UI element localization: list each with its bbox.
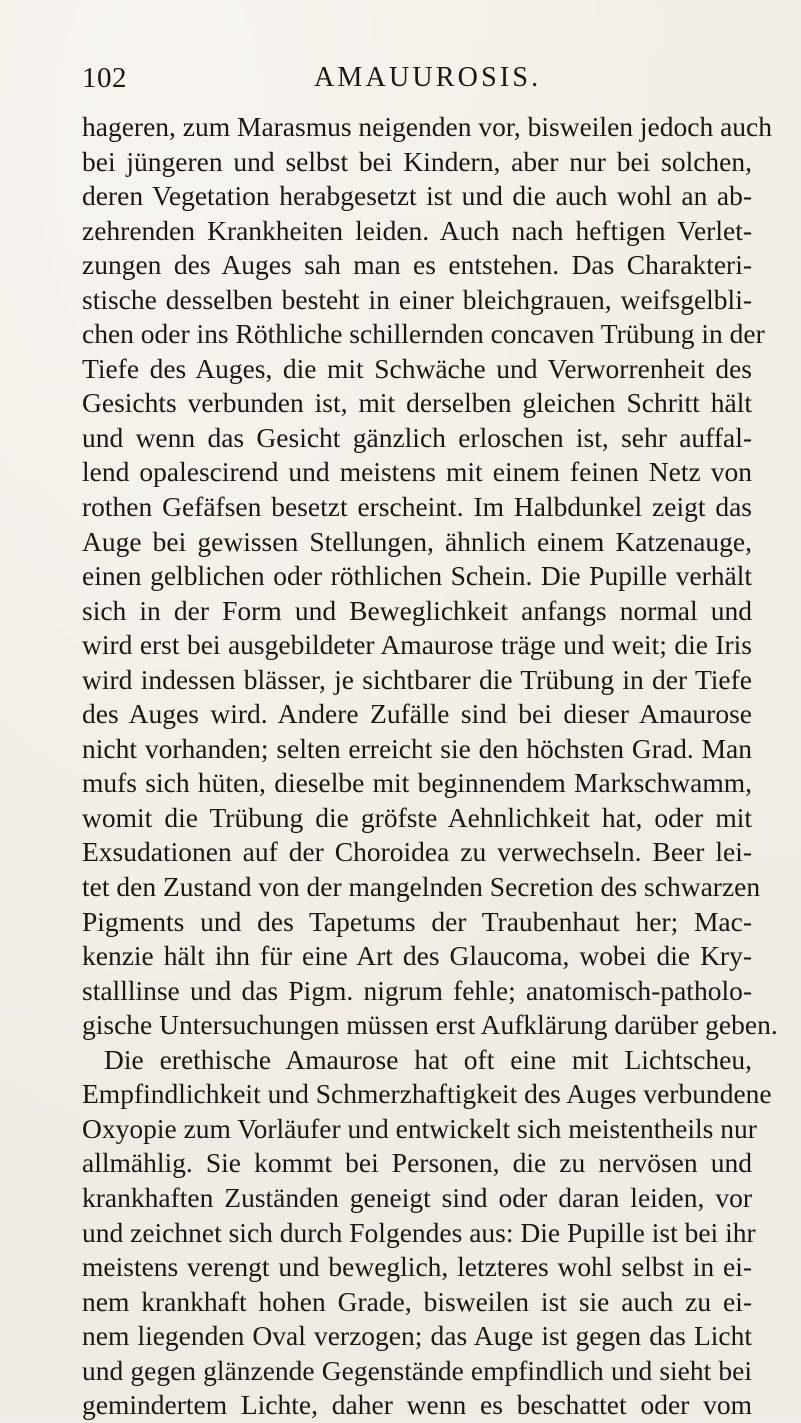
page-header [82, 62, 749, 102]
text-line: zehrenden Krankheiten leiden. Auch nach heftigen Verlet- [82, 214, 752, 246]
body-text [82, 110, 778, 1423]
running-head: AMAUUROSIS. [314, 62, 542, 93]
text-line: und gegen glänzende Gegenstände empfindlich und sieht bei [82, 1354, 752, 1386]
text-line: Oxyopie zum Vorläufer und entwickelt sich meistentheils nur [82, 1112, 757, 1144]
text-line: hageren, zum Marasmus neigenden vor, bisweilen jedoch auch [82, 111, 772, 142]
text-line: sich in der Form und Beweglichkeit anfangs normal und [82, 594, 752, 626]
text-line: Auge bei gewissen Stellungen, ähnlich einem Katzenauge, [82, 525, 752, 557]
text-line: Tiefe des Auges, die mit Schwäche und Verworrenheit des [82, 352, 752, 384]
text-line: Gesichts verbunden ist, mit derselben gleichen Schritt hält [82, 387, 752, 419]
text-line: lend opalescirend und meistens mit einem feinen Netz von [82, 456, 752, 488]
text-line: des Auges wird. Andere Zufälle sind bei dieser Amaurose [82, 698, 752, 730]
text-line: nem liegenden Oval verzogen; das Auge ist gegen das Licht [82, 1320, 752, 1352]
text-line: nicht vorhanden; selten erreicht sie den höchsten Grad. Man [82, 732, 752, 764]
text-line: stalllinse und das Pigm. nigrum fehle; anatomisch-patholo- [82, 974, 752, 1006]
text-line: Die erethische Amaurose hat oft eine mit Lichtscheu, [104, 1043, 752, 1075]
text-line: stische desselben besteht in einer bleichgrauen, weifsgelbli- [82, 283, 752, 315]
text-line: tet den Zustand von der mangelnden Secretion des schwarzen [82, 871, 761, 903]
text-line: mufs sich hüten, dieselbe mit beginnendem Markschwamm, [82, 767, 752, 799]
text-line: einen gelblichen oder röthlichen Schein. Die Pupille verhält [82, 560, 752, 592]
text-line: wird erst bei ausgebildeter Amaurose träge und weit; die Iris [82, 629, 752, 661]
text-line: chen oder ins Röthliche schillernden concaven Trübung in der [82, 318, 765, 350]
text-line: krankhaften Zuständen geneigt sind oder daran leiden, vor [82, 1181, 752, 1213]
text-line: kenzie hält ihn für eine Art des Glaucoma, wobei die Kry- [82, 940, 752, 972]
text-line: Pigments und des Tapetums der Traubenhaut her; Mac- [82, 905, 752, 937]
text-line: Exsudationen auf der Choroidea zu verwechseln. Beer lei- [82, 836, 752, 868]
text-line: Empfindlichkeit und Schmerzhaftigkeit des Auges verbundene [82, 1078, 772, 1110]
text-line: allmählig. Sie kommt bei Personen, die zu nervösen und [82, 1147, 752, 1179]
page-number: 102 [82, 62, 127, 94]
text-line: rothen Gefäfsen besetzt erscheint. Im Halbdunkel zeigt das [82, 491, 752, 523]
text-line: gische Untersuchungen müssen erst Aufklärung darüber geben. [82, 1009, 778, 1041]
text-line: deren Vegetation herabgesetzt ist und die auch wohl an ab- [82, 180, 752, 212]
text-line: wird indessen blässer, je sichtbarer die Trübung in der Tiefe [82, 663, 752, 695]
text-line: gemindertem Lichte, daher wenn es beschattet oder vom [82, 1389, 752, 1421]
text-line: womit die Trübung die gröfste Aehnlichkeit hat, oder mit [82, 801, 752, 833]
text-line: und wenn das Gesicht gänzlich erloschen ist, sehr auffal- [82, 421, 752, 453]
text-line: zungen des Auges sah man es entstehen. Das Charakteri- [82, 249, 752, 281]
text-line: bei jüngeren und selbst bei Kindern, aber nur bei solchen, [82, 145, 752, 177]
text-line: und zeichnet sich durch Folgendes aus: Die Pupille ist bei ihr [82, 1216, 756, 1248]
text-line: meistens verengt und beweglich, letzteres wohl selbst in ei- [82, 1251, 752, 1283]
text-line: nem krankhaft hohen Grade, bisweilen ist sie auch zu ei- [82, 1285, 752, 1317]
